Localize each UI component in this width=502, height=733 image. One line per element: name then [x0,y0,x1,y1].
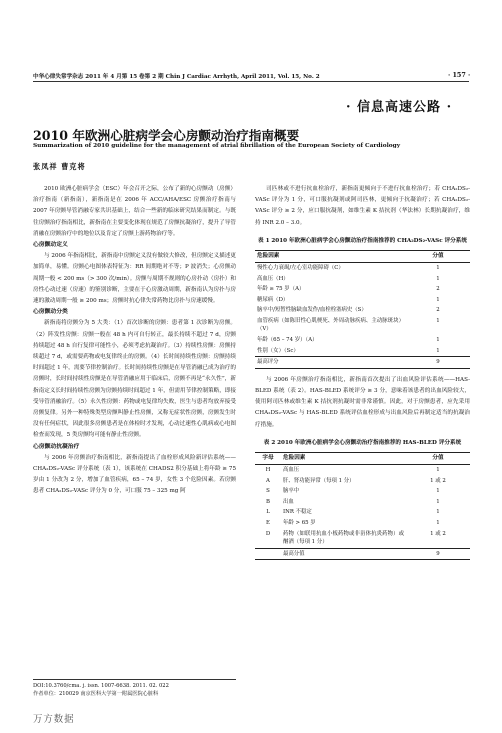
header-rule [33,81,469,82]
table-row [255,335,470,346]
table-row [255,464,470,475]
right-column [255,184,470,560]
table-cell: 1 [436,275,440,282]
table-row [255,548,470,560]
table-cell: 最高分值 [283,550,305,557]
table-cell: 年龄（65 – 74 岁）（A） [257,337,318,344]
table-cell: 肝、肾功能异常（每项 1 分） [283,477,355,484]
watermark: 万方数据 [33,714,75,725]
table-cell: 高血压（H） [257,275,289,282]
classification-paragraph: 新指南将房颤分为 5 大类：（1）首次诊断的房颤：患者第 1 次诊断为房颤。（2）阵发性房颤：房颤一般在 48 h 内可自行转正，最长持续不超过 7 d，房颤持续超过 48 h 自行复律可能性小，必须考虑抗凝治疗。（3）持续性房颤：房颤持续超过 7 d，或需要药物或电复律终止的房颤。（4）长时间持续性房颤：房颤持续时间超过 1 年，需要节律控制治疗。长时间持续性房颤是在导管消融已成为治疗的房颤时，长时间持续性房颤是在导管消融应用于临床后，房颤不再是“永久性”，新指南定义长时间持续性房颤为房颤持续时间超过 1 年，但需用节律控制策略，即接受导管消融治疗。（5）永久性房颤：药物或电复律均失败，医生与患者均放弃接受房颤复律。另外一种特殊类型房颤叫静止性房颤，又称无症状性房颤，房颤发生时没有任何症状，因此很多房颤患者是在体检时才发现，心动过速性心肌病或心电图检查而发现，5 类房颤均可能有静止性房颤。 [33,320,236,439]
table1-header-risk: 危险因素 [257,253,280,260]
table-cell: 1 [436,498,440,505]
table-row [255,497,470,508]
table-row [255,518,470,529]
table-row [255,274,470,285]
section-heading-anticoagulation: 心房颤动抗凝治疗 [33,443,80,450]
table2-header-letter: 字母 [262,455,274,462]
table-row [255,262,470,273]
has-bled-table [255,452,470,560]
table2-header-score: 分值 [432,455,444,462]
table-cell [255,548,281,560]
table-cell: L [266,509,270,516]
table-cell: A [266,477,270,484]
anticoagulation-continued-paragraph: 司匹林或不进行抗血栓治疗，新指南更倾向于不进行抗血栓治疗；若 CHA₂DS₂-VASc 评分为 1 分，可口服抗凝剂或阿司匹林，更倾向于抗凝治疗；若 CHA₂DS₂-VASc 评分 ≥ 2 分，应口服抗凝剂，如维生素 K 拮抗剂（华法林）长期抗凝治疗，维持 INR 2.0 – 3.0。 [255,186,470,226]
has-bled-paragraph: 与 2006 年房颤治疗指南相比，新指南首次提出了出血风险评估系统——HAS-BLED 系统（表 2）。HAS-BLED 系统评分 ≥ 3 分，意味着该患者的出血风险较大，使用阿司匹林或维生素 K 拮抗剂抗凝时需非常谨慎。因此，对于房颤患者，应先采用 CHA₂DS₂-VASc 与 HAS-BLED 系统评估血栓形成与出血风险后再制定适当的抗凝治疗措施。 [255,376,470,428]
table1-caption: 表 1 2010 年欧洲心脏病学会心房颤动治疗指南推荐的 CHA₂DS₂-VASc 评分系统 [258,237,467,244]
article-authors: 张凤祥 曹克将 [33,162,86,171]
table-cell: 年龄 > 65 岁 [283,519,316,526]
table2-caption: 表 2 2010 年欧洲心脏病学会心房颤动治疗指南推荐的 HAS-BLED 评分系统 [263,439,462,446]
table-cell: B [266,498,270,505]
table-cell: 脑卒中 [283,488,300,495]
journal-header: 中华心律失常学杂志 2011 年 4 月第 15 卷第 2 期 Chin J Cardiac Arrhyth, April 2011, Vol. 15, No. 2 [33,74,320,80]
table-row [255,295,470,306]
table-cell: 1 [436,317,440,324]
table1-header-row [255,251,470,263]
table-cell: 1 或 2 [430,477,446,484]
table-cell: 高血压 [283,466,300,473]
table-cell: INR 不稳定 [283,509,312,516]
table-row [255,316,470,335]
anticoagulation-paragraph: 与 2006 年房颤治疗指南相比，新指南提出了血栓形成风险新评估系统——CHA₂DS₂-VASc 评分系统（表 1），该系统在 CHADS2 积分基础上将年龄 ≥ 75 岁由 1 分改为 2 分，增加了血管疾病，65 – 74 岁，女性 3 个危险因素。若房颤患者 CHA₂DS₂-VASc 评分为 0 分，可口服 75 – 325 mg 阿 [33,454,236,495]
article-subtitle: Summarization of 2010 guideline for the management of atrial fibrillation of the European Society of Cardiology [33,143,401,149]
table-cell: E [266,519,270,526]
column-tag: · 信息高速公路 · [346,100,453,115]
table-cell: 1 [436,466,440,473]
table-cell: 1 [436,347,440,354]
table-row [255,486,470,497]
table-cell: 2 [436,286,440,293]
definition-paragraph: 与 2006 年指南相比，新指南中房颤定义没有做较大修改，但房颤定义描述更加简单，易懂。房颤心电图体表特征为：RR 间期绝对不等；P 波消失；心房颤动周期一般 < 200 ms（> 300 次/min）。房颤与周期不规则的心房扑动（房扑）和房性心动过速（房速）的鉴别诊断，主要在于心房激动周期，新指南认为房扑与房速的激动周期一般 ≥ 200 ms；房颤时抗心律失常药物比房扑与房速缓慢。 [33,253,237,305]
footnote-rule [33,679,236,680]
table-cell: 1 [436,519,440,526]
table-row [255,346,470,357]
table-cell: 慢性心力衰竭/左心室功能障碍（C） [257,264,344,271]
table-row [255,507,470,518]
table-cell: 药物（如联用抗血小板药物或非甾体抗炎药物）或酗酒（每项 1 分） [283,530,404,546]
table-cell: 1 [436,509,440,516]
table-cell: 1 [436,488,440,495]
table-cell: 脑卒中/短暂性脑缺血发作/血栓栓塞病史（S） [257,307,367,314]
table-cell: 年龄 ≥ 75 岁（A） [257,286,305,293]
article-title: 2010 年欧洲心脏病学会心房颤动治疗指南概要 [33,128,300,143]
section-heading-classification: 心房颤动分类 [33,309,68,316]
table-row [255,529,470,549]
table-cell: 1 [436,264,440,271]
table-cell: 性别（女）（Sc） [257,347,299,354]
table1-header-score: 分值 [432,253,444,260]
section-heading-definition: 心房颤动定义 [33,242,68,249]
table-row [255,476,470,487]
table-cell: 糖尿病（D） [257,296,289,303]
cha2ds2-vasc-table [255,250,470,369]
table-cell: 血管疾病（如陈旧性心肌梗死、外周动脉疾病、主动脉斑块）（V） [257,317,404,333]
table-cell: 出血 [283,498,294,505]
table-cell: D [265,530,271,537]
table-cell: 最高评分 [257,359,279,366]
table-row [255,357,470,369]
table-row [255,284,470,295]
table-cell: 9 [436,359,440,366]
table-cell: 1 [436,337,440,344]
table-cell: 1 或 2 [430,530,446,537]
left-column [33,184,236,498]
footnote-affiliation: 作者单位：210029 南京医科大学第一附属医院心脏科 [33,691,159,698]
table-cell: S [266,488,270,495]
table-row [255,305,470,316]
table-cell: H [265,466,271,473]
footnote-doi: DOI:10.3760/cma. j. issn. 1007-6638. 2011. 02. 022 [33,683,169,689]
intro-paragraph: 2010 欧洲心脏病学会（ESC）年会召开之际，公布了新的心房颤动（房颤）治疗指南（新指南），新指南是在 2006 年 ACC/AHA/ESC 房颤治疗指南与 2007 年房颤导管消融专家共识基础上，结合一些新的临床研究结果而制定。与既往房颤治疗指南相比，新指南在主要变化体现在规范了房颤抗凝治疗，提升了导管消融在房颤治疗中的地位以及肯定了房颤上游药物治疗等。 [33,186,236,237]
table2-header-row [255,453,470,465]
footnote [33,682,169,699]
table-cell: 9 [436,550,440,557]
table2-header-risk: 危险因素 [283,455,306,462]
page-number: · 157 · [448,71,471,79]
table-cell: 2 [436,307,440,314]
table-cell: 1 [436,296,440,303]
